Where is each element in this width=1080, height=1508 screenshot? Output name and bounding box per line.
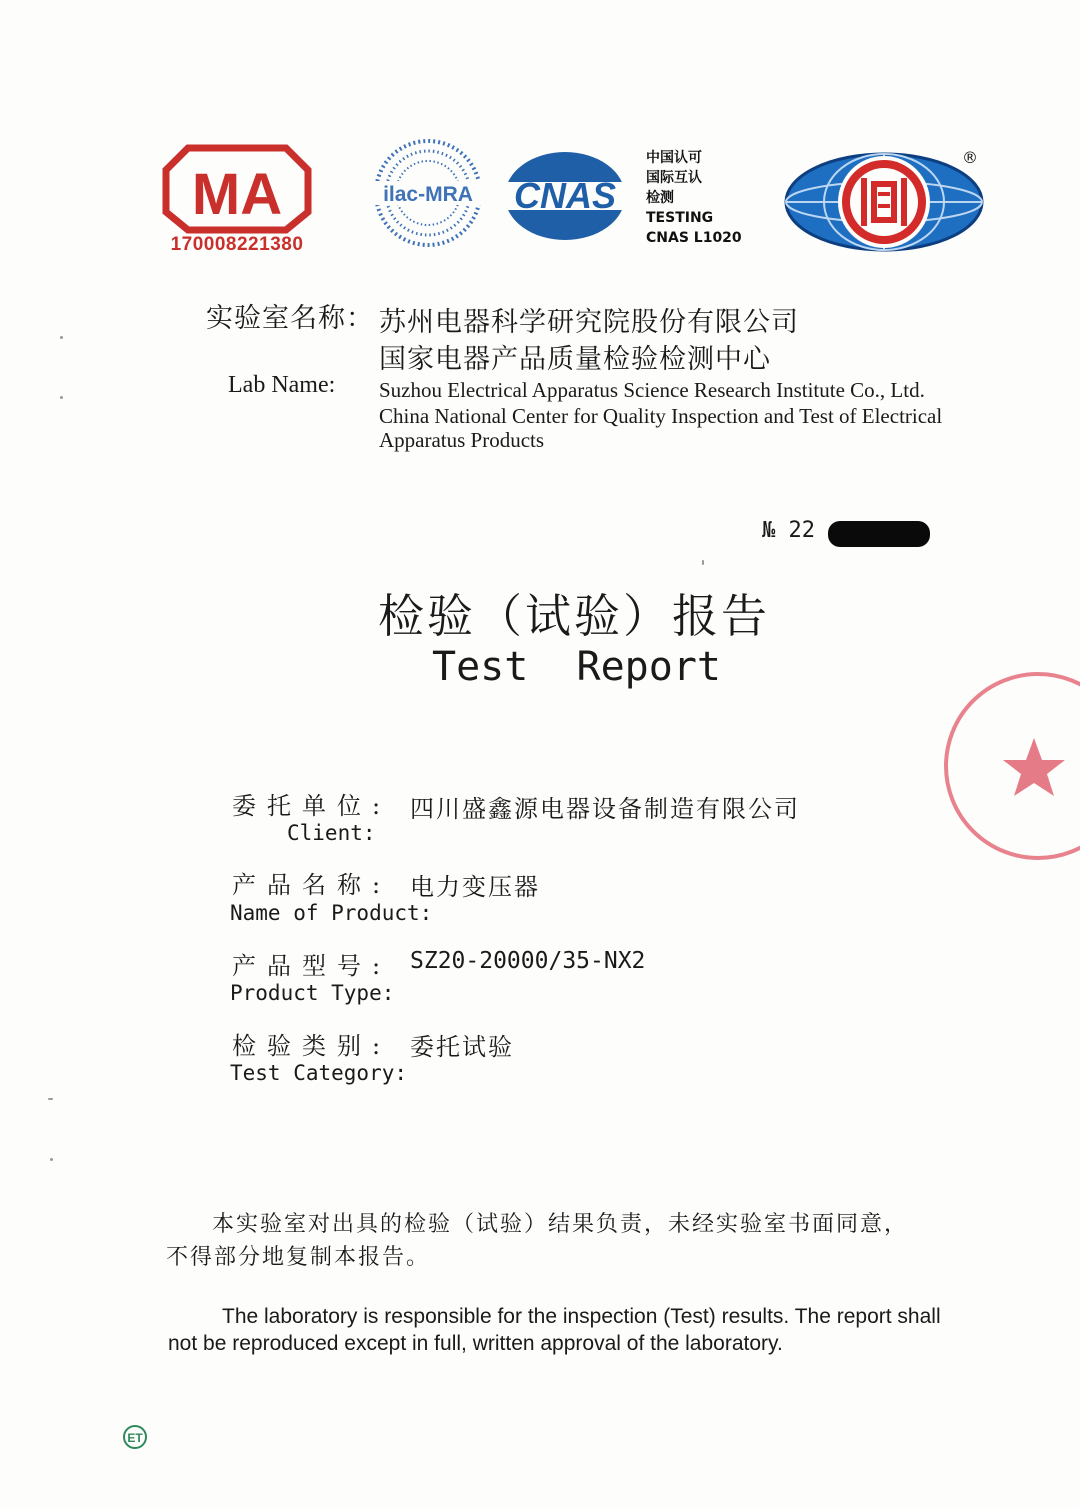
statement-en-line: not be reproduced except in full, written approval of the laboratory. bbox=[168, 1332, 783, 1355]
cnas-caption-line: CNAS L1020 bbox=[646, 230, 742, 246]
official-seal bbox=[938, 668, 1080, 864]
lab-name-label-en: Lab Name: bbox=[228, 372, 336, 398]
scan-speck bbox=[702, 560, 704, 565]
cnas-caption bbox=[646, 148, 756, 248]
cma-number: 170008221380 bbox=[170, 234, 304, 255]
client-label-en: Client: bbox=[287, 821, 376, 845]
cma-logo-text: MA bbox=[191, 162, 283, 227]
registered-mark: ® bbox=[962, 148, 978, 167]
test-category-value: 委托试验 bbox=[410, 1033, 514, 1061]
product-type-label-en: Product Type: bbox=[230, 981, 395, 1005]
report-number: № 22 bbox=[762, 518, 815, 543]
scan-speck bbox=[48, 1098, 53, 1100]
product-name-value: 电力变压器 bbox=[410, 873, 540, 901]
scan-speck bbox=[60, 336, 63, 339]
scan-speck bbox=[50, 1158, 53, 1161]
lab-name-cn-line: 国家电器产品质量检验检测中心 bbox=[379, 344, 771, 375]
cma-logo bbox=[158, 140, 316, 258]
test-category-label-cn: 检验类别: bbox=[232, 1032, 392, 1060]
product-name-label-en: Name of Product: bbox=[230, 901, 433, 925]
lab-name-en-line: China National Center for Quality Inspection and Test of Electrical bbox=[379, 404, 943, 428]
cnas-text: CNAS bbox=[513, 175, 617, 216]
lab-name-cn-line: 苏州电器科学研究院股份有限公司 bbox=[379, 307, 799, 338]
ccc-globe-logo bbox=[782, 150, 986, 254]
client-value: 四川盛鑫源电器设备制造有限公司 bbox=[410, 795, 800, 823]
cnas-caption-line: 检测 bbox=[646, 190, 674, 206]
test-category-label-en: Test Category: bbox=[230, 1061, 408, 1085]
report-title-cn: 检验（试验）报告 bbox=[378, 589, 770, 643]
statement-en-line: The laboratory is responsible for the inspection (Test) results. The report shall bbox=[222, 1305, 941, 1328]
client-label-cn: 委托单位: bbox=[232, 792, 392, 820]
product-type-value: SZ20-20000/35-NX2 bbox=[410, 948, 646, 974]
cnas-caption-line: 中国认可 bbox=[646, 150, 702, 166]
product-name-label-cn: 产品名称: bbox=[232, 871, 392, 899]
scan-speck bbox=[60, 396, 63, 399]
statement-cn-line: 不得部分地复制本报告。 bbox=[166, 1245, 431, 1270]
cnas-caption-line: TESTING bbox=[646, 210, 714, 226]
product-type-label-cn: 产品型号: bbox=[232, 952, 392, 980]
cnas-logo bbox=[500, 150, 630, 242]
redaction-bar bbox=[828, 521, 930, 547]
lab-name-en-line: Suzhou Electrical Apparatus Science Research Institute Co., Ltd. bbox=[379, 378, 925, 402]
ilac-mra-text: ilac-MRA bbox=[383, 183, 473, 206]
footer-et-text: ET bbox=[127, 1431, 143, 1445]
statement-cn-line: 本实验室对出具的检验（试验）结果负责，未经实验室书面同意， bbox=[212, 1212, 909, 1237]
cnas-caption-line: 国际互认 bbox=[646, 170, 702, 186]
lab-name-label-cn: 实验室名称： bbox=[206, 303, 374, 334]
report-title-en: Test Report bbox=[432, 644, 721, 690]
lab-name-en-line: Apparatus Products bbox=[379, 428, 545, 452]
ilac-mra-logo bbox=[372, 137, 484, 249]
footer-et-mark bbox=[122, 1424, 148, 1450]
